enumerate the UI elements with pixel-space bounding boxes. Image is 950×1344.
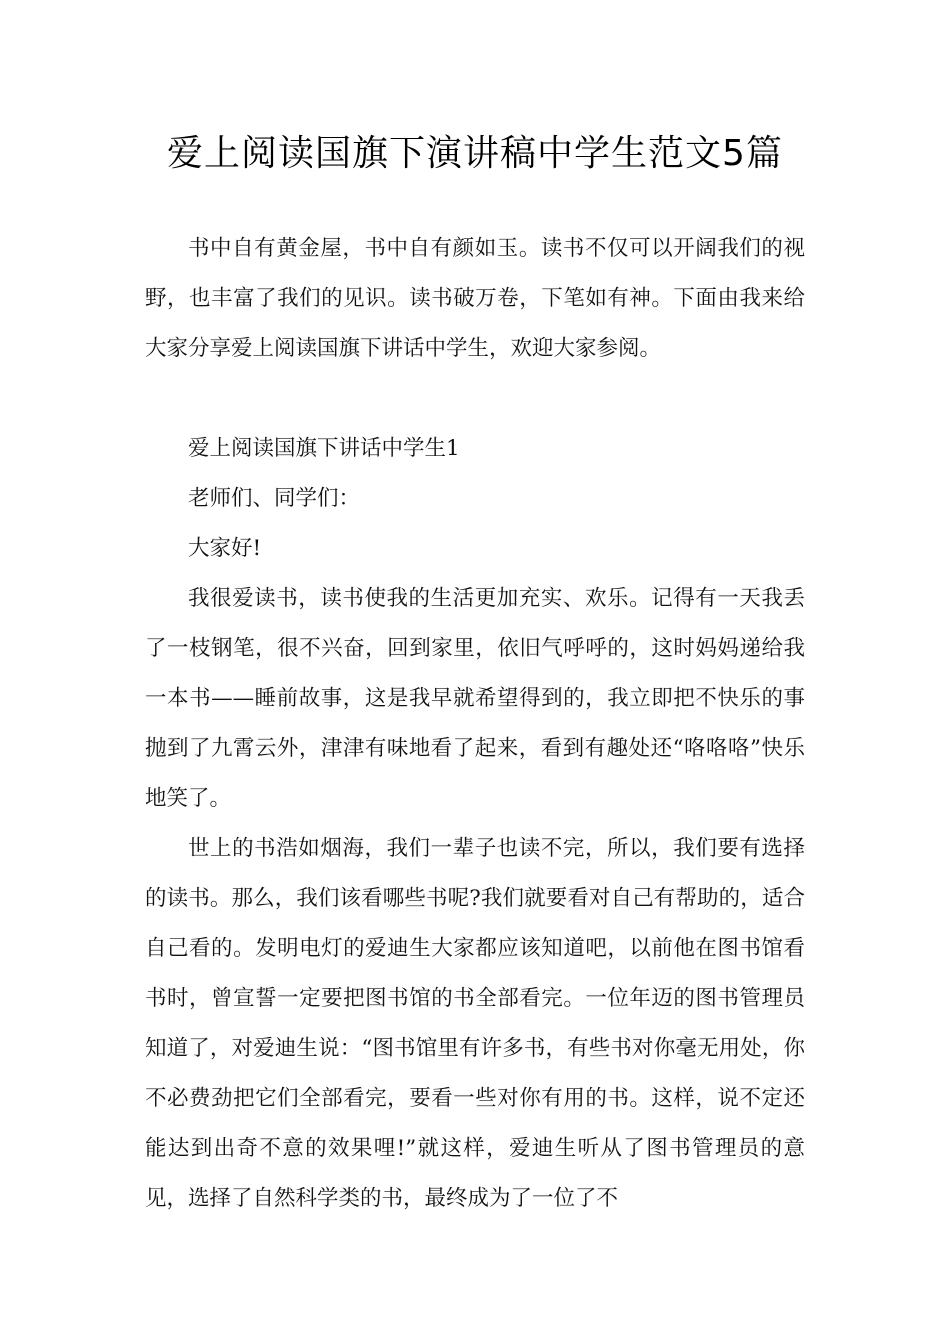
greeting: 大家好! [188,536,262,561]
salutation: 老师们、同学们： [188,486,361,511]
section-1 [145,424,805,1224]
body-paragraph: 世上的书浩如烟海，我们一辈子也读不完，所以，我们要有选择的读书。那么，我们该看哪些书呢?我们就要看对自己有帮助的，适合自己看的。发明电灯的爱迪生大家都应该知道吧，以前他在图书馆看书时，曾宣誓一定要把图书馆的书全部看完。一位年迈的图书管理员知道了，对爱迪生说：“图书馆里有许多书，有些书对你毫无用处，你不必费劲把它们全部看完，要看一些对你有用的书。这样，说不定还能达到出奇不意的效果哩!”就这样，爱迪生听从了图书管理员的意见，选择了自然科学类的书，最终成为了一位了不 [145,836,805,1211]
section-heading: 爱上阅读国旗下讲话中学生1 [188,436,460,461]
intro-paragraph: 书中自有黄金屋，书中自有颜如玉。读书不仅可以开阔我们的视野，也丰富了我们的见识。读书破万卷，下笔如有神。下面由我来给大家分享爱上阅读国旗下讲话中学生，欢迎大家参阅。 [145,236,805,361]
intro-block [145,224,805,374]
body-paragraph: 我很爱读书，读书使我的生活更加充实、欢乐。记得有一天我丢了一枝钢笔，很不兴奋，回到家里，依旧气呼呼的，这时妈妈递给我一本书——睡前故事，这是我早就希望得到的，我立即把不快乐的事抛到了九霄云外，津津有味地看了起来，看到有趣处还“咯咯咯”快乐地笑了。 [145,586,805,811]
document-title: 爱上阅读国旗下演讲稿中学生范文5篇 [167,133,783,174]
